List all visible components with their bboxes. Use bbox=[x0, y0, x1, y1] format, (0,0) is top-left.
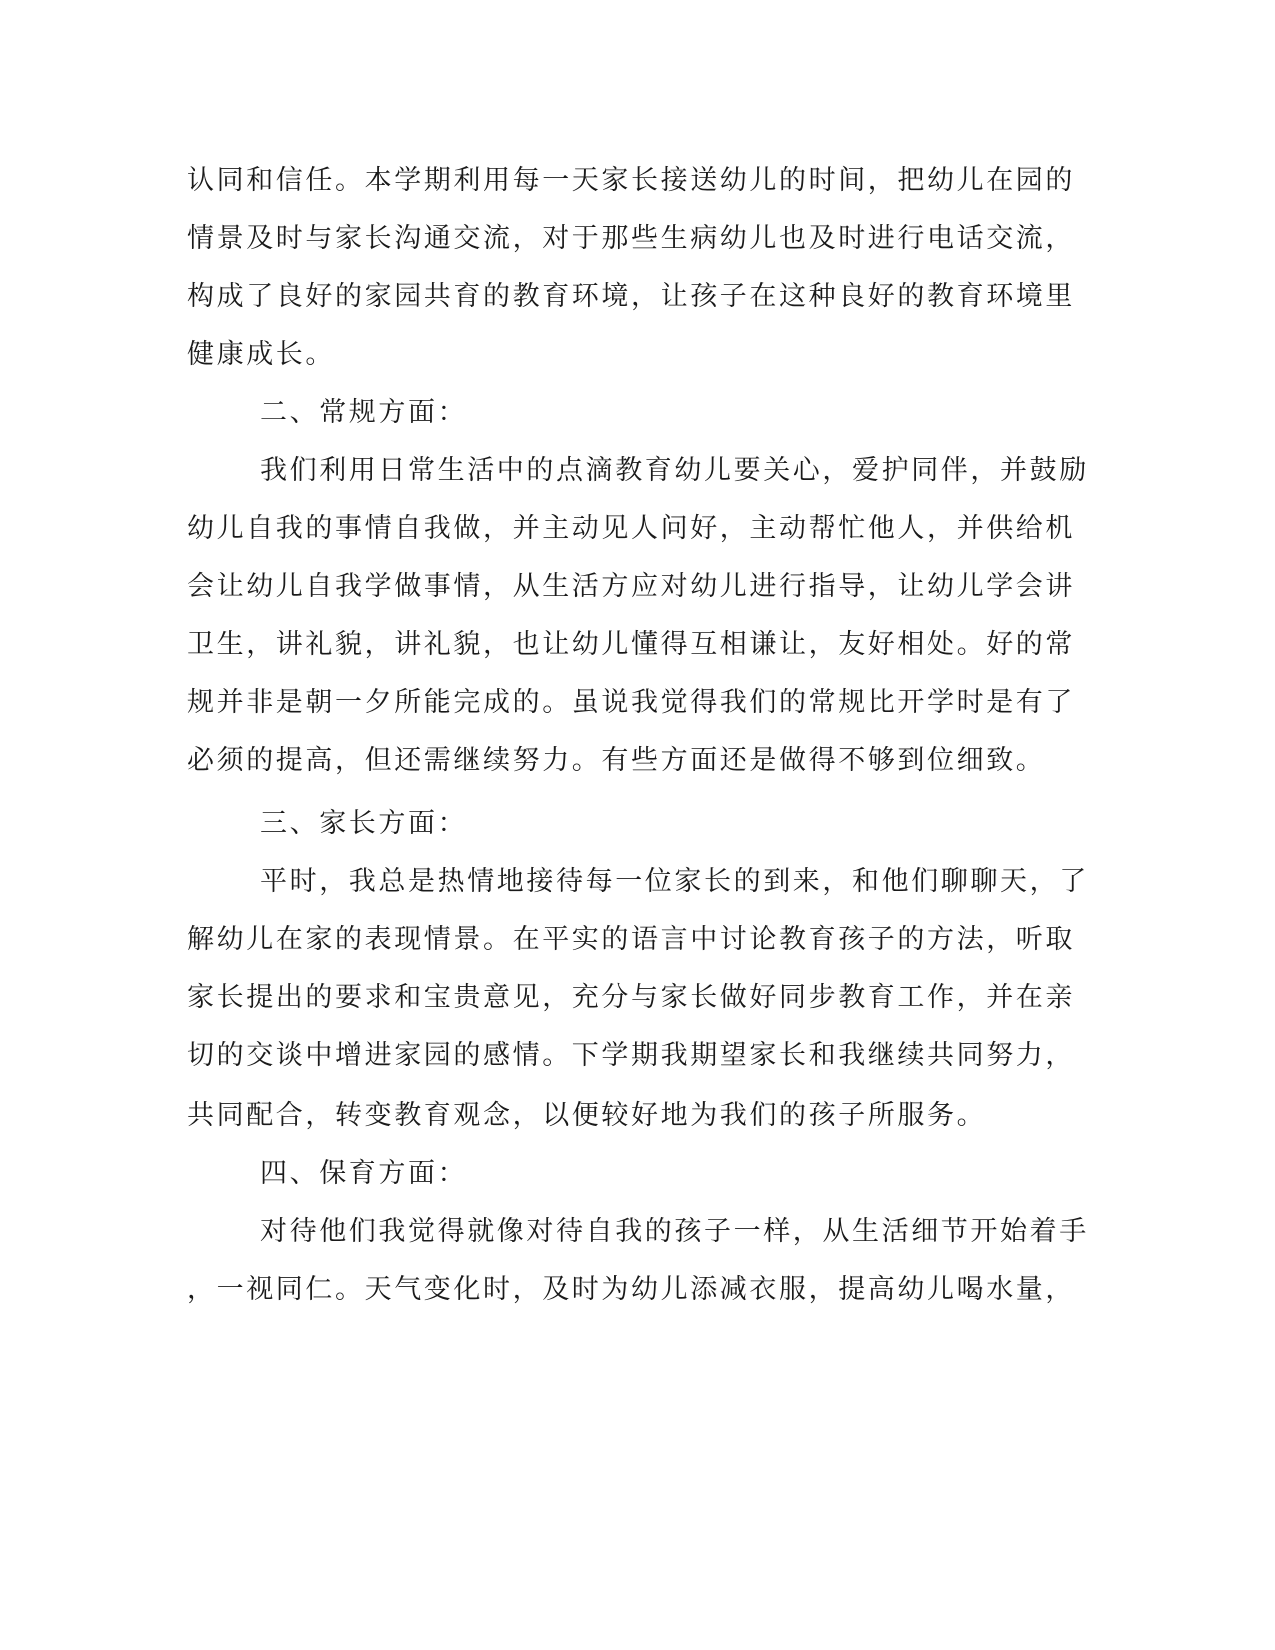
text-line: 规并非是朝一夕所能完成的。虽说我觉得我们的常规比开学时是有了 bbox=[187, 687, 1075, 718]
text-line: 解幼儿在家的表现情景。在平实的语言中讨论教育孩子的方法，听取 bbox=[187, 924, 1075, 955]
text-line: 切的交谈中增进家园的感情。下学期我期望家长和我继续共同努力， bbox=[187, 1040, 1075, 1071]
section-heading: 四、保育方面： bbox=[260, 1158, 468, 1189]
text-line: 健康成长。 bbox=[187, 339, 335, 370]
text-line: 必须的提高，但还需继续努力。有些方面还是做得不够到位细致。 bbox=[187, 745, 1046, 776]
section-heading: 三、家长方面： bbox=[260, 808, 468, 839]
text-line: 会让幼儿自我学做事情，从生活方应对幼儿进行指导，让幼儿学会讲 bbox=[187, 571, 1075, 602]
text-line: 认同和信任。本学期利用每一天家长接送幼儿的时间，把幼儿在园的 bbox=[187, 165, 1075, 196]
text-line: 卫生，讲礼貌，讲礼貌，也让幼儿懂得互相谦让，友好相处。好的常 bbox=[187, 629, 1075, 660]
text-line: 家长提出的要求和宝贵意见，充分与家长做好同步教育工作，并在亲 bbox=[187, 982, 1075, 1013]
text-line: 共同配合，转变教育观念，以便较好地为我们的孩子所服务。 bbox=[187, 1100, 987, 1131]
text-line: 情景及时与家长沟通交流，对于那些生病幼儿也及时进行电话交流， bbox=[187, 223, 1075, 254]
text-line: 对待他们我觉得就像对待自我的孩子一样，从生活细节开始着手 bbox=[260, 1216, 1089, 1247]
text-line: 构成了良好的家园共育的教育环境，让孩子在这种良好的教育环境里 bbox=[187, 281, 1075, 312]
text-line: 我们利用日常生活中的点滴教育幼儿要关心，爱护同伴，并鼓励 bbox=[260, 455, 1089, 486]
text-line: ，一视同仁。天气变化时，及时为幼儿添减衣服，提高幼儿喝水量， bbox=[187, 1274, 1075, 1305]
section-heading: 二、常规方面： bbox=[260, 397, 468, 428]
text-line: 幼儿自我的事情自我做，并主动见人问好，主动帮忙他人，并供给机 bbox=[187, 513, 1075, 544]
text-line: 平时，我总是热情地接待每一位家长的到来，和他们聊聊天，了 bbox=[260, 866, 1089, 897]
